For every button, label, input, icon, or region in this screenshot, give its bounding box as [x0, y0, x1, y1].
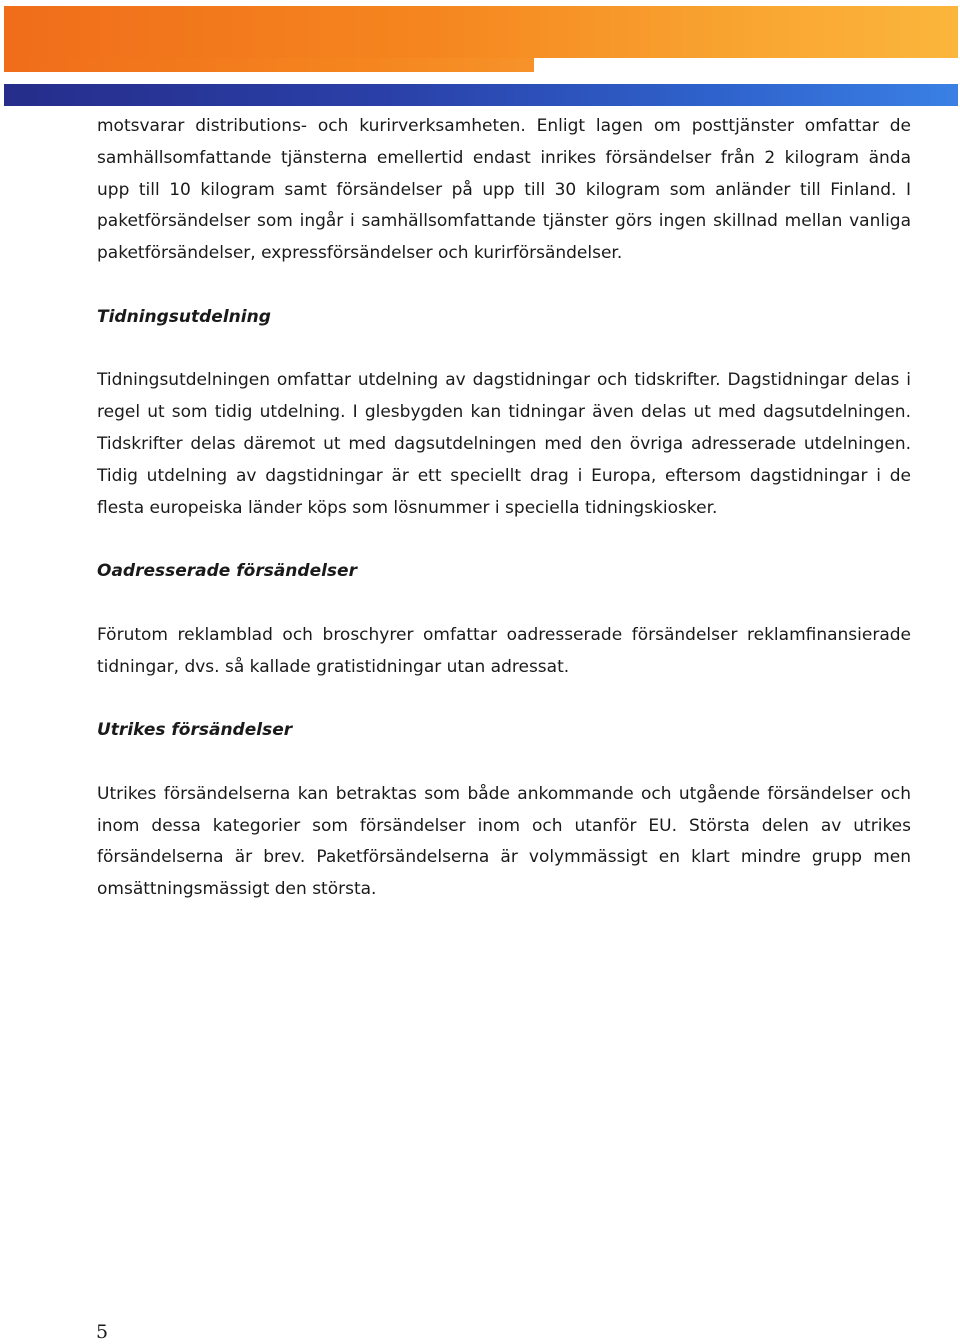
section-heading-oadresserade: Oadresserade försändelser: [97, 561, 357, 582]
page-content: [97, 111, 911, 906]
section-text-utrikes: Utrikes försändelserna kan betraktas som både ankommande och utgående försändelser och inom dessa kategorier som försändelser inom och utanför EU. Största delen av utrikes försändelserna är brev. Paketförsändelserna är volymmässigt en klart mindre grupp men omsättningsmässigt den största.: [97, 783, 911, 900]
header-blue-band: [4, 84, 958, 106]
section-heading-utrikes: Utrikes försändelser: [97, 720, 293, 741]
header-orange-band-extension: [4, 58, 534, 72]
section-text-tidningsutdelning: Tidningsutdelningen omfattar utdelning av dagstidningar och tidskrifter. Dagstidningar delas i regel ut som tidig utdelning. I glesbygden kan tidningar även delas ut med dagsutdelningen. Tidskrifter delas däremot ut med dagsutdelningen med den övriga adresserade utdelningen. Tidig utdelning av dagstidningar är ett speciellt drag i Europa, eftersom dagstidningar i de flesta europeiska länder köps som lösnummer i speciella tidningskiosker.: [97, 370, 911, 518]
section-heading-tidningsutdelning: Tidningsutdelning: [97, 306, 271, 327]
header-orange-band: [4, 6, 958, 58]
page-number: 5: [96, 1321, 109, 1343]
section-text-oadresserade: Förutom reklamblad och broschyrer omfattar oadresserade försändelser reklamfinansierade tidningar, dvs. så kallade gratistidningar utan adressat.: [97, 624, 911, 677]
intro-paragraph: motsvarar distributions- och kurirverksamheten. Enligt lagen om posttjänster omfattar de samhällsomfattande tjänsterna emellertid endast inrikes försändelser från 2 kilogram ända upp till 10 kilogram samt försändelser på upp till 30 kilogram som anländer till Finland. I paketförsändelser som ingår i samhällsomfattande tjänster görs ingen skillnad mellan vanliga paketförsändelser, expressförsändelser och kurirförsändelser.: [97, 116, 911, 264]
